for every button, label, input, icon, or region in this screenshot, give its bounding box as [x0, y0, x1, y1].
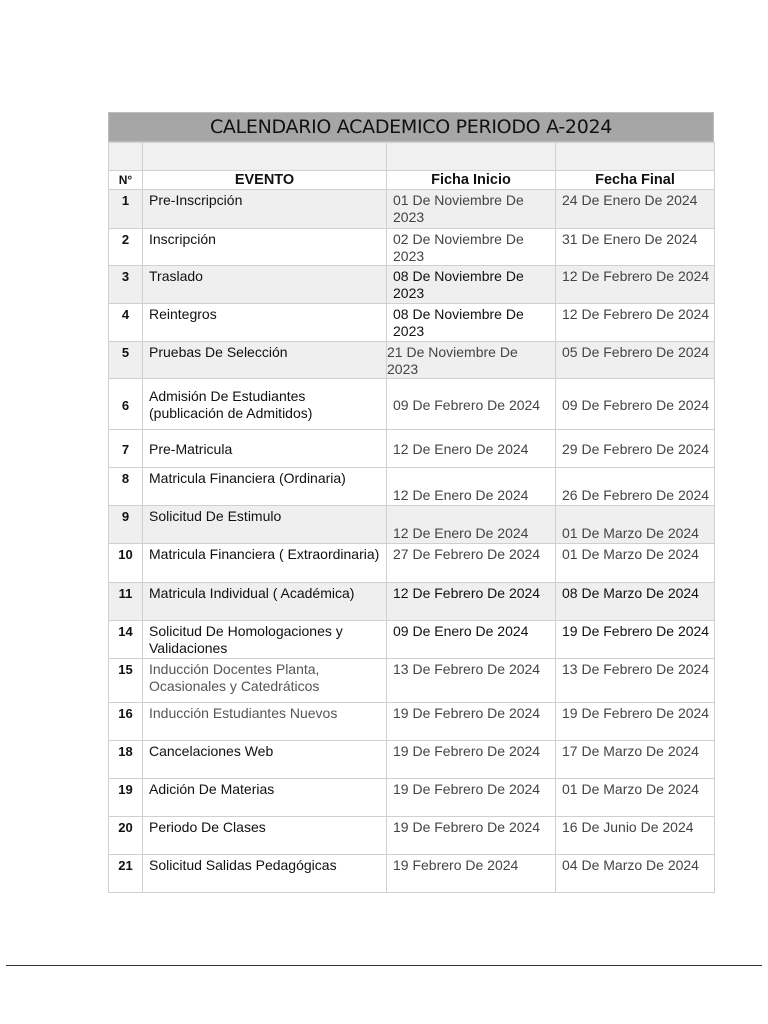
spacer-cell: [143, 143, 387, 171]
row-fecha-inicio: 08 De Noviembre De 2023: [387, 304, 556, 342]
table-row: [109, 659, 715, 703]
table-row: [109, 703, 715, 741]
row-evento: Inducción Estudiantes Nuevos: [143, 703, 387, 741]
row-evento: Cancelaciones Web: [143, 741, 387, 779]
row-number: 7: [109, 430, 143, 468]
row-fecha-inicio: 19 De Febrero De 2024: [387, 741, 556, 779]
row-fecha-inicio: 27 De Febrero De 2024: [387, 544, 556, 583]
row-fecha-final: 17 De Marzo De 2024: [556, 741, 715, 779]
table-row: [109, 229, 715, 266]
table-row: [109, 506, 715, 544]
table-row: [109, 544, 715, 583]
row-fecha-final: 09 De Febrero De 2024: [556, 379, 715, 430]
row-number: 9: [109, 506, 143, 544]
header-inicio: Ficha Inicio: [387, 171, 556, 190]
row-number: 21: [109, 855, 143, 893]
row-evento: Admisión De Estudiantes (publicación de Admitidos): [143, 379, 387, 430]
row-evento: Inducción Docentes Planta, Ocasionales y Catedráticos: [143, 659, 387, 703]
row-evento: Pre-Inscripción: [143, 190, 387, 229]
row-number: 1: [109, 190, 143, 229]
row-fecha-final: 01 De Marzo De 2024: [556, 779, 715, 817]
table-row: [109, 379, 715, 430]
table-row: [109, 817, 715, 855]
table-row: [109, 583, 715, 621]
row-number: 8: [109, 468, 143, 506]
row-evento: Periodo De Clases: [143, 817, 387, 855]
calendar-sheet: [108, 112, 714, 893]
row-number: 18: [109, 741, 143, 779]
row-fecha-inicio: 19 Febrero De 2024: [387, 855, 556, 893]
table-row: [109, 779, 715, 817]
row-fecha-inicio: 12 De Febrero De 2024: [387, 583, 556, 621]
row-evento: Inscripción: [143, 229, 387, 266]
row-evento: Traslado: [143, 266, 387, 304]
row-fecha-inicio: 09 De Febrero De 2024: [387, 379, 556, 430]
row-evento: Pre-Matricula: [143, 430, 387, 468]
header-row: [109, 171, 715, 190]
row-fecha-final: 05 De Febrero De 2024: [556, 342, 715, 379]
table-row: [109, 304, 715, 342]
footer-divider: [6, 965, 762, 966]
row-number: 6: [109, 379, 143, 430]
row-number: 16: [109, 703, 143, 741]
row-number: 19: [109, 779, 143, 817]
row-number: 20: [109, 817, 143, 855]
row-evento: Matricula Financiera ( Extraordinaria): [143, 544, 387, 583]
row-fecha-inicio: 01 De Noviembre De 2023: [387, 190, 556, 229]
row-fecha-inicio: 12 De Enero De 2024: [387, 468, 556, 506]
row-fecha-inicio: 19 De Febrero De 2024: [387, 817, 556, 855]
row-fecha-inicio: 21 De Noviembre De 2023: [387, 342, 556, 379]
row-number: 11: [109, 583, 143, 621]
row-fecha-final: 01 De Marzo De 2024: [556, 544, 715, 583]
table-row: [109, 342, 715, 379]
row-fecha-final: 04 De Marzo De 2024: [556, 855, 715, 893]
row-fecha-final: 19 De Febrero De 2024: [556, 621, 715, 659]
row-fecha-inicio: 02 De Noviembre De 2023: [387, 229, 556, 266]
spacer-cell: [109, 143, 143, 171]
row-fecha-inicio: 08 De Noviembre De 2023: [387, 266, 556, 304]
table-row: [109, 266, 715, 304]
row-fecha-inicio: 09 De Enero De 2024: [387, 621, 556, 659]
row-evento: Matricula Financiera (Ordinaria): [143, 468, 387, 506]
row-fecha-final: 19 De Febrero De 2024: [556, 703, 715, 741]
row-number: 2: [109, 229, 143, 266]
row-number: 14: [109, 621, 143, 659]
row-evento: Pruebas De Selección: [143, 342, 387, 379]
header-num: N°: [109, 171, 143, 190]
row-evento: Solicitud De Homologaciones y Validaciones: [143, 621, 387, 659]
spacer-cell: [387, 143, 556, 171]
table-row: [109, 621, 715, 659]
row-evento: Matricula Individual ( Académica): [143, 583, 387, 621]
row-fecha-final: 13 De Febrero De 2024: [556, 659, 715, 703]
row-fecha-final: 12 De Febrero De 2024: [556, 304, 715, 342]
header-final: Fecha Final: [556, 171, 715, 190]
row-fecha-final: 26 De Febrero De 2024: [556, 468, 715, 506]
header-evento: EVENTO: [143, 171, 387, 190]
table-row: [109, 430, 715, 468]
table-row: [109, 468, 715, 506]
row-evento: Solicitud Salidas Pedagógicas: [143, 855, 387, 893]
calendar-title: CALENDARIO ACADEMICO PERIODO A-2024: [108, 112, 714, 142]
row-fecha-inicio: 12 De Enero De 2024: [387, 506, 556, 544]
calendar-table: [108, 142, 715, 893]
row-number: 4: [109, 304, 143, 342]
row-fecha-inicio: 13 De Febrero De 2024: [387, 659, 556, 703]
table-row: [109, 855, 715, 893]
row-number: 5: [109, 342, 143, 379]
row-fecha-final: 24 De Enero De 2024: [556, 190, 715, 229]
row-fecha-final: 16 De Junio De 2024: [556, 817, 715, 855]
row-fecha-inicio: 12 De Enero De 2024: [387, 430, 556, 468]
row-evento: Adición De Materias: [143, 779, 387, 817]
row-fecha-final: 12 De Febrero De 2024: [556, 266, 715, 304]
row-evento: Solicitud De Estimulo: [143, 506, 387, 544]
row-evento: Reintegros: [143, 304, 387, 342]
spacer-row: [109, 143, 715, 171]
table-row: [109, 741, 715, 779]
row-fecha-final: 29 De Febrero De 2024: [556, 430, 715, 468]
row-number: 10: [109, 544, 143, 583]
table-row: [109, 190, 715, 229]
row-fecha-final: 01 De Marzo De 2024: [556, 506, 715, 544]
row-fecha-final: 08 De Marzo De 2024: [556, 583, 715, 621]
row-number: 15: [109, 659, 143, 703]
spacer-cell: [556, 143, 715, 171]
row-number: 3: [109, 266, 143, 304]
row-fecha-inicio: 19 De Febrero De 2024: [387, 703, 556, 741]
row-fecha-inicio: 19 De Febrero De 2024: [387, 779, 556, 817]
row-fecha-final: 31 De Enero De 2024: [556, 229, 715, 266]
